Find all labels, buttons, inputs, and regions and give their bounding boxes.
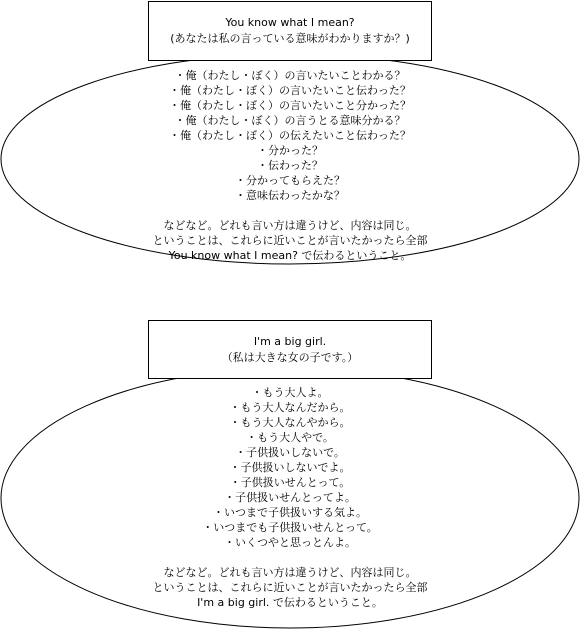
variant-item: ・俺（わたし・ぼく）の言いたいこと分かった？ xyxy=(169,99,411,112)
variant-item: ・分かった？ xyxy=(257,144,323,157)
summary-line: ということは、これらに近いことが言いたかったら全部 xyxy=(152,581,428,594)
variant-item: ・分かってもらえた？ xyxy=(235,174,345,187)
variant-item: ・もう大人なんだから。 xyxy=(229,401,351,414)
variants-list-1 xyxy=(90,68,490,263)
variant-item: ・いつまでも子供扱いせんとって。 xyxy=(202,521,378,534)
summary-line: ということは、これらに近いことが言いたかったら全部 xyxy=(152,234,428,247)
title-en: I'm a big girl. xyxy=(253,334,327,348)
title-box-1 xyxy=(148,1,432,61)
variant-item: ・もう大人なんやから。 xyxy=(229,416,351,429)
variant-item: ・意味伝わったかな？ xyxy=(235,189,345,202)
summary-line: などなど。どれも言い方は違うけど、内容は同じ。 xyxy=(163,219,417,232)
variant-item: ・子供扱いせんとって。 xyxy=(229,476,351,489)
variant-item: ・俺（わたし・ぼく）の言いたいことわかる？ xyxy=(174,69,406,82)
summary-line: You know what I mean? で伝わるということ。 xyxy=(168,249,412,262)
variant-item: ・子供扱いしないで。 xyxy=(235,446,345,459)
variant-item: ・俺（わたし・ぼく）の言いたいこと伝わった？ xyxy=(169,84,411,97)
variant-item: ・子供扱いしないでよ。 xyxy=(229,461,351,474)
variant-item: ・いくつやと思っとんよ。 xyxy=(224,536,356,549)
variant-item: ・伝わった？ xyxy=(257,159,323,172)
summary-line: などなど。どれも言い方は違うけど、内容は同じ。 xyxy=(163,566,417,579)
variant-item: ・俺（わたし・ぼく）の伝えたいこと伝わった？ xyxy=(169,129,411,142)
variant-item: ・もう大人やで。 xyxy=(246,431,334,444)
title-ja: （私は大きな女の子です。） xyxy=(221,350,359,364)
variant-item: ・俺（わたし・ぼく）の言うとる意味分かる？ xyxy=(174,114,406,127)
variant-item: ・もう大人よ。 xyxy=(251,386,329,399)
title-box-2 xyxy=(148,320,432,379)
variant-item: ・子供扱いせんとってよ。 xyxy=(224,491,356,504)
title-ja: (あなたは私の言っている意味がわかりますか？) xyxy=(170,32,410,45)
title-en: You know what I mean? xyxy=(225,16,355,29)
variants-list-2 xyxy=(90,385,490,610)
summary-line: I'm a big girl. で伝わるということ。 xyxy=(197,596,383,609)
variant-item: ・いつまで子供扱いする気よ。 xyxy=(213,506,367,519)
